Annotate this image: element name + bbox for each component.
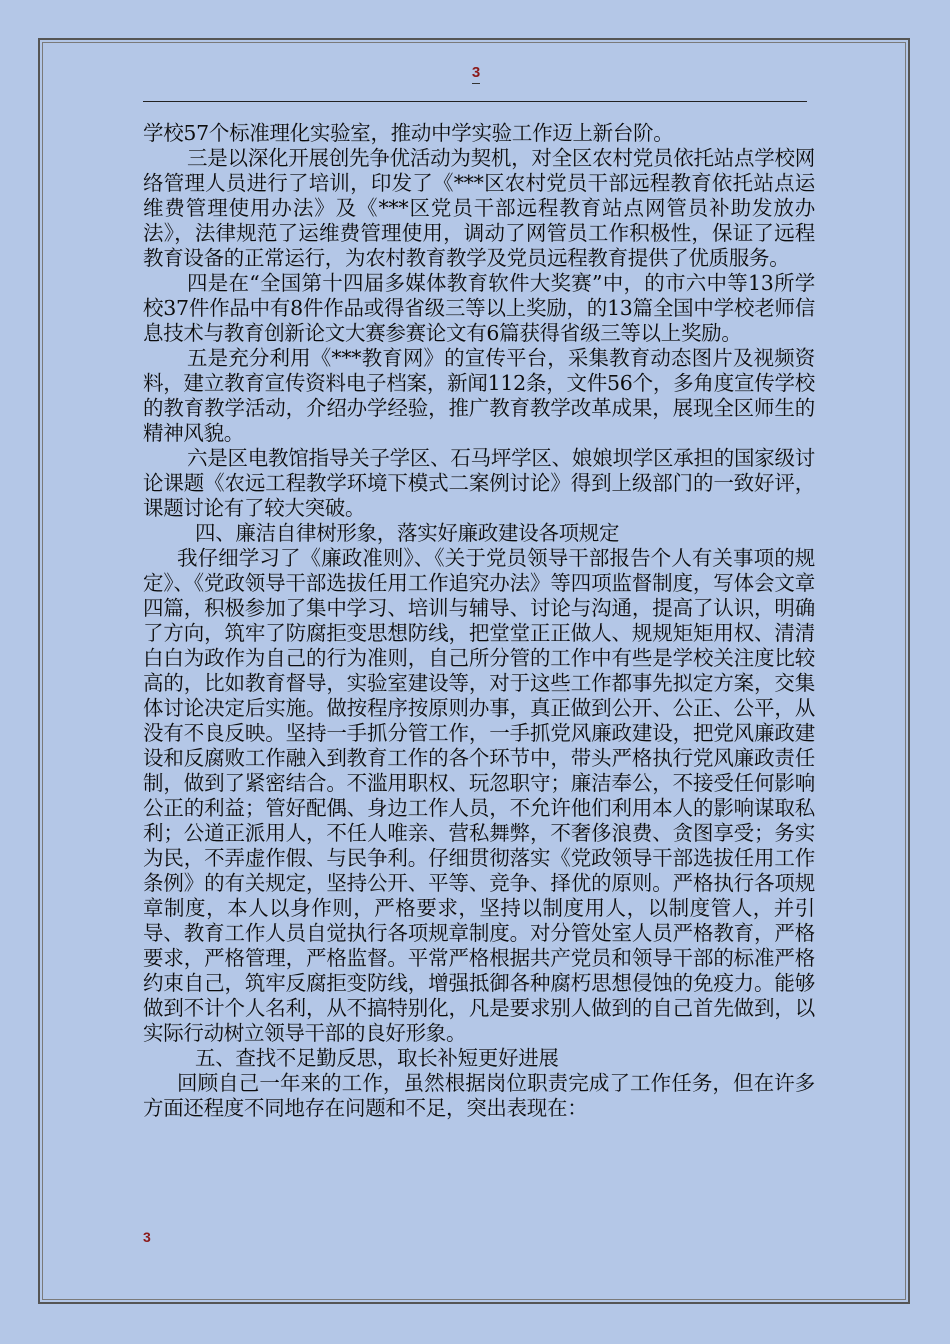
paragraph-integrity: 我仔细学习了《廉政准则》、《关于党员领导干部报告个人有关事项的规定》、《党政领导干部选拔任用工作追究办法》等四项监督制度，写体会文章四篇，积极参加了集中学习、培训与辅导、讨论与沟通，提高了认识，明确了方向，筑牢了防腐拒变思想防线，把堂堂正正做人、规规矩矩用权、清清白白为政作为自己的行为准则，自己所分管的工作中有些是学校关注度比较高的，比如教育督导，实验室建设等，对于这些工作都事先拟定方案，交集体讨论决定后实施。做按程序按原则办事，真正做到公开、公正、公平，从没有不良反映。坚持一手抓分管工作，一手抓党风廉政建设，把党风廉政建设和反腐败工作融入到教育工作的各个环节中，带头严格执行党风廉政责任制，做到了紧密结合。不滥用职权、玩忽职守；廉洁奉公，不接受任何影响公正的利益；管好配偶、身边工作人员，不允许他们利用本人的影响谋取私利；公道正派用人，不任人唯亲、营私舞弊，不奢侈浪费、贪图享受；务实为民，不弄虚作假、与民争利。仔细贯彻落实《党政领导干部选拔任用工作条例》的有关规定，坚持公开、平等、竞争、择优的原则。严格执行各项规章制度，本人以身作则，严格要求，坚持以制度用人，以制度管人，并引导、教育工作人员自觉执行各项规章制度。对分管处室人员严格教育，严格要求，严格管理，严格监督。平常严格根据共产党员和领导干部的标准严格约束自己，筑牢反腐拒变防线，增强抵御各种腐朽思想侵蚀的免疫力。能够做到不计个人名利，从不搞特别化，凡是要求别人做到的自己首先做到，以实际行动树立领导干部的良好形象。 bbox=[143, 546, 815, 1045]
paragraph-point-four: 四是在“全国第十四届多媒体教育软件大奖赛”中，的市六中等13所学校37件作品中有8件作品或得省级三等以上奖励，的13篇全国中学校老师信息技术与教育创新论文大赛参赛论文有6篇获得省级三等以上奖励。 bbox=[143, 271, 815, 345]
header-rule bbox=[143, 101, 807, 102]
paragraph-point-five: 五是充分利用《***教育网》的宣传平台，采集教育动态图片及视频资料，建立教育宣传资料电子档案，新闻112条，文件56个，多角度宣传学校的教育教学活动，介绍办学经验，推广教育教学改革成果，展现全区师生的精神风貌。 bbox=[143, 346, 815, 445]
section-heading-five: 五、查找不足勤反思，取长补短更好进展 bbox=[195, 1046, 559, 1070]
footer-page-number: 3 bbox=[143, 1229, 151, 1245]
paragraph-review: 回顾自己一年来的工作，虽然根据岗位职责完成了工作任务，但在许多方面还程度不同地存在问题和不足，突出表现在： bbox=[143, 1071, 815, 1120]
paragraph-lab-summary: 学校57个标准理化实验室，推动中学实验工作迈上新台阶。 bbox=[143, 121, 674, 145]
paragraph-point-six: 六是区电教馆指导关子学区、石马坪学区、娘娘坝学区承担的国家级讨论课题《农远工程教学环境下模式二案例讨论》得到上级部门的一致好评，课题讨论有了较大突破。 bbox=[143, 446, 815, 520]
paragraph-point-three: 三是以深化开展创先争优活动为契机，对全区农村党员依托站点学校网络管理人员进行了培训，印发了《***区农村党员干部远程教育依托站点运维费管理使用办法》及《***区党员干部远程教育站点网管员补助发放办法》，法律规范了运维费管理使用，调动了网管员工作积极性，保证了远程教育设备的正常运行，为农村教育教学及党员远程教育提供了优质服务。 bbox=[143, 146, 815, 270]
section-heading-four: 四、廉洁自律树形象，落实好廉政建设各项规定 bbox=[195, 521, 620, 545]
header-page-number: 3 bbox=[466, 64, 486, 84]
document-body bbox=[143, 121, 815, 1121]
